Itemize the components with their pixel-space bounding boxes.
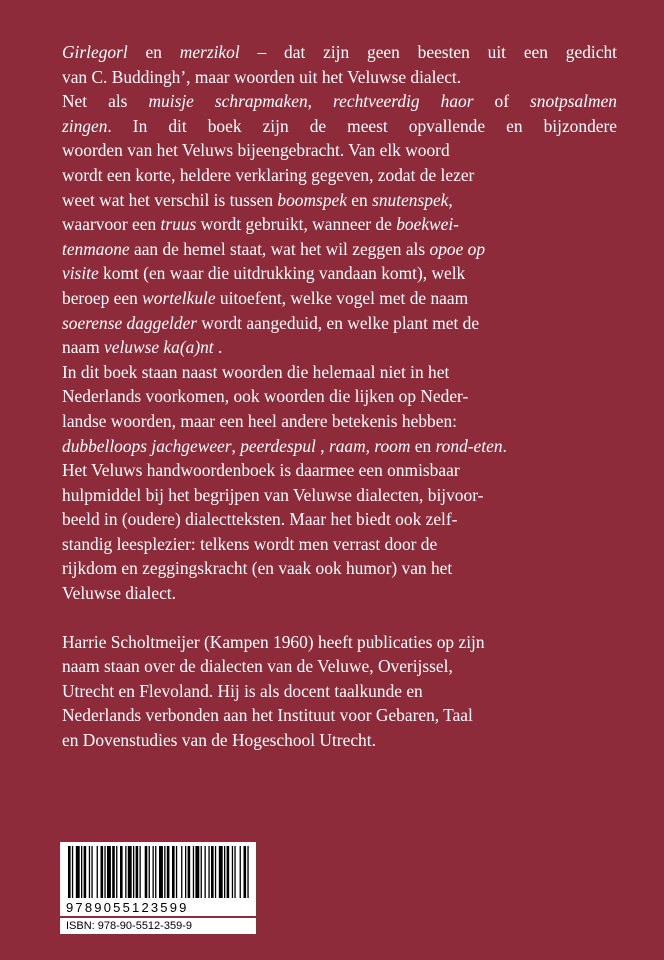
barcode-bar bbox=[176, 846, 177, 898]
blurb-paragraph-1 bbox=[62, 40, 617, 360]
text-line: wordt een korte, heldere verklaring gegeven, zodat de lezer bbox=[62, 164, 475, 185]
barcode-bar bbox=[116, 846, 117, 898]
barcode-bar bbox=[76, 846, 80, 898]
text-line: waarvoor een truus wordt gebruikt, wanneer de boekwei- bbox=[62, 214, 459, 235]
text-line: standig leesplezier: telkens wordt men verrast door de bbox=[62, 533, 438, 554]
barcode-bar bbox=[185, 846, 186, 898]
barcode-bar bbox=[247, 846, 248, 898]
text-line: Utrecht en Flevoland. Hij is als docent taalkunde en bbox=[62, 680, 423, 701]
text-line: beroep een wortelkule uitoefent, welke vogel met de naam bbox=[62, 287, 469, 308]
barcode-bar bbox=[84, 846, 87, 898]
barcode-bar bbox=[227, 846, 230, 898]
barcode-bar bbox=[188, 846, 191, 898]
barcode-digits: 9789055123599 bbox=[66, 900, 252, 915]
text-line: hulpmiddel bij het begrijpen van Veluwse dialecten, bijvoor- bbox=[62, 484, 484, 505]
barcode-bar bbox=[72, 846, 73, 898]
barcode-bar bbox=[234, 846, 235, 898]
text-line: landse woorden, maar een heel andere betekenis hebben: bbox=[62, 410, 457, 431]
text-line: Nederlands verbonden aan het Instituut voor Gebaren, Taal bbox=[62, 705, 473, 726]
blurb-paragraph-3 bbox=[62, 458, 617, 606]
text-line: van C. Buddingh’, maar woorden uit het Veluwse dialect. bbox=[62, 66, 462, 87]
barcode-bar bbox=[91, 846, 92, 898]
barcode-bar bbox=[240, 846, 241, 898]
text-line: rijkdom en zeggingskracht (en vaak ook humor) van het bbox=[62, 558, 453, 579]
barcode-bar bbox=[208, 846, 209, 898]
barcode-bar bbox=[149, 846, 150, 898]
barcode-bar bbox=[201, 846, 202, 898]
back-cover-text bbox=[62, 40, 617, 753]
text-line: Girlegorl en merzikol – dat zijn geen beesten uit een gedicht bbox=[62, 42, 617, 62]
text-line: beeld in (oudere) dialectteksten. Maar het biedt ook zelf- bbox=[62, 509, 458, 530]
paragraph-gap bbox=[62, 606, 617, 630]
barcode-bar bbox=[167, 846, 170, 898]
text-line: weet wat het verschil is tussen boomspek en snutenspek, bbox=[62, 189, 453, 210]
barcode-bar bbox=[101, 846, 104, 898]
barcode-bar bbox=[68, 846, 71, 898]
barcode-bars bbox=[60, 842, 256, 900]
barcode-bar bbox=[128, 846, 132, 898]
text-line: dubbelloops jachgeweer, peerdespul , raam, room en rond-eten. bbox=[62, 435, 507, 456]
barcode-bar bbox=[107, 846, 111, 898]
barcode-bar bbox=[195, 846, 199, 898]
barcode bbox=[60, 842, 256, 916]
barcode-bar bbox=[81, 846, 82, 898]
text-line: naam staan over de dialecten van de Veluwe, Overijssel, bbox=[62, 656, 453, 677]
barcode-bar bbox=[159, 846, 163, 898]
barcode-bar bbox=[140, 846, 141, 898]
text-line: zingen. In dit boek zijn de meest opvallende en bijzondere bbox=[62, 115, 617, 136]
barcode-bar bbox=[104, 846, 105, 898]
barcode-bar bbox=[125, 846, 126, 898]
text-line: visite komt (en waar die uitdrukking vandaan komt), welk bbox=[62, 263, 466, 284]
barcode-bar bbox=[120, 846, 123, 898]
barcode-bar bbox=[97, 846, 98, 898]
barcode-bar bbox=[193, 846, 194, 898]
barcode-bar bbox=[155, 846, 156, 898]
text-line: Het Veluws handwoordenboek is daarmee een onmisbaar bbox=[62, 460, 460, 481]
barcode-bar bbox=[215, 846, 216, 898]
text-line: en Dovenstudies van de Hogeschool Utrecht. bbox=[62, 730, 376, 751]
isbn-label: ISBN: 978-90-5512-359-9 bbox=[60, 918, 256, 934]
barcode-bar bbox=[181, 846, 182, 898]
text-line: Harrie Scholtmeijer (Kampen 1960) heeft publicaties op zijn bbox=[62, 631, 485, 652]
text-line: In dit boek staan naast woorden die helemaal niet in het bbox=[62, 361, 450, 382]
barcode-bar bbox=[145, 846, 148, 898]
text-line: Net als muisje schrapmaken, rechtveerdig haor of snotpsalmen bbox=[62, 91, 617, 112]
barcode-bar bbox=[244, 846, 247, 898]
barcode-bar bbox=[89, 846, 90, 898]
blurb-paragraph-2 bbox=[62, 360, 617, 458]
barcode-bar bbox=[211, 846, 214, 898]
barcode-bar bbox=[112, 846, 115, 898]
barcode-bar bbox=[172, 846, 175, 898]
text-line: tenmaone aan de hemel staat, wat het wil zeggen als opoe op bbox=[62, 238, 486, 259]
barcode-bar bbox=[153, 846, 154, 898]
text-line: Veluwse dialect. bbox=[62, 583, 176, 604]
barcode-bar bbox=[164, 846, 165, 898]
text-line: naam veluwse ka(a)nt . bbox=[62, 337, 223, 358]
barcode-bar bbox=[133, 846, 134, 898]
barcode-bar bbox=[205, 846, 206, 898]
text-line: woorden van het Veluws bijeengebracht. Van elk woord bbox=[62, 140, 450, 161]
author-bio bbox=[62, 630, 617, 753]
text-line: Nederlands voorkomen, ook woorden die lijken op Neder- bbox=[62, 386, 469, 407]
barcode-bar bbox=[224, 846, 225, 898]
barcode-bar bbox=[232, 846, 233, 898]
barcode-bar bbox=[136, 846, 139, 898]
text-line: soerense daggelder wordt aangeduid, en welke plant met de bbox=[62, 312, 480, 333]
barcode-bar bbox=[219, 846, 223, 898]
